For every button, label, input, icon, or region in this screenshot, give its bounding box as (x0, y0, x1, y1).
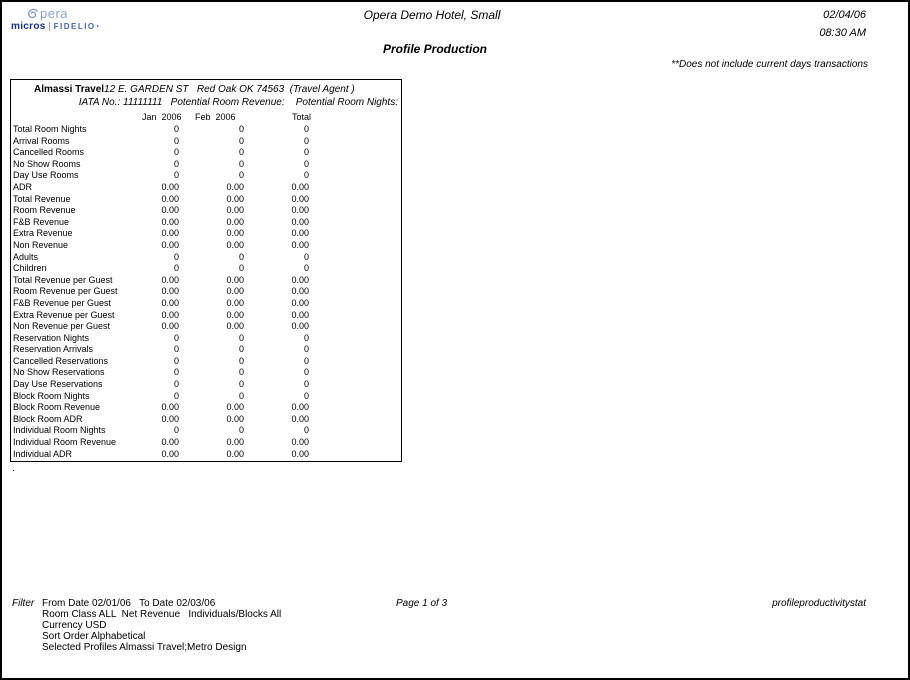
value-jan: 0.00 (161, 437, 179, 448)
profile-header-line (11, 80, 401, 96)
table-row (13, 310, 401, 322)
value-feb: 0 (238, 251, 244, 262)
opera-wordmark: pera (40, 6, 69, 21)
table-row (13, 321, 401, 333)
value-total: 0.00 (291, 205, 309, 216)
row-filler (309, 402, 401, 414)
table-row (13, 252, 401, 264)
filter-line-profiles: Selected Profiles Almassi Travel;Metro Design (42, 642, 247, 653)
value-feb: 0.00 (226, 309, 244, 320)
value-total: 0 (303, 263, 309, 274)
row-filler (309, 136, 401, 148)
value-feb: 0.00 (226, 402, 244, 413)
table-row (13, 391, 401, 403)
value-feb: 0 (238, 390, 244, 401)
report-time: 08:30 AM (819, 27, 866, 39)
value-total: 0 (303, 332, 309, 343)
value-jan: 0 (173, 332, 179, 343)
value-feb: 0 (238, 147, 244, 158)
filter-lines (42, 598, 281, 653)
table-row (13, 425, 401, 437)
column-header-jan: Jan 2006 (142, 112, 182, 122)
row-label: Extra Revenue per Guest (13, 309, 115, 320)
page-number: Page 1 of 3 (396, 598, 448, 609)
row-filler (309, 449, 401, 461)
value-jan: 0 (173, 390, 179, 401)
table-row (13, 228, 401, 240)
table-row (13, 402, 401, 414)
column-header-row (11, 110, 401, 124)
table-row (13, 147, 401, 159)
row-filler (309, 240, 401, 252)
row-filler (309, 217, 401, 229)
value-jan: 0.00 (161, 286, 179, 297)
row-filler (309, 321, 401, 333)
value-feb: 0 (238, 158, 244, 169)
table-row (13, 437, 401, 449)
value-jan: 0.00 (161, 402, 179, 413)
table-row (13, 298, 401, 310)
iata-line: IATA No.: 11111111 Potential Room Revenue: Potential Room Nights: (78, 97, 398, 108)
value-jan: 0.00 (161, 205, 179, 216)
row-filler (309, 367, 401, 379)
table-row (13, 356, 401, 368)
profile-name: Almassi Travel (34, 84, 105, 95)
value-feb: 0 (238, 379, 244, 390)
page-title: Profile Production (382, 42, 487, 56)
value-jan: 0 (173, 379, 179, 390)
row-label: Day Use Reservations (13, 379, 103, 390)
value-total: 0.00 (291, 181, 309, 192)
value-feb: 0.00 (226, 437, 244, 448)
row-label: F&B Revenue (13, 216, 70, 227)
row-label: Non Revenue (13, 239, 69, 250)
value-jan: 0.00 (161, 239, 179, 250)
value-feb: 0.00 (226, 413, 244, 424)
row-label: Block Room ADR (13, 413, 83, 424)
table-row (13, 170, 401, 182)
row-filler (309, 333, 401, 345)
table-row (13, 194, 401, 206)
row-label: Individual Room Revenue (13, 437, 117, 448)
row-label: F&B Revenue per Guest (13, 297, 112, 308)
value-feb: 0.00 (226, 181, 244, 192)
value-total: 0.00 (291, 274, 309, 285)
row-label: Room Revenue (13, 205, 76, 216)
row-filler (309, 159, 401, 171)
value-jan: 0 (173, 367, 179, 378)
row-filler (309, 205, 401, 217)
row-label: Reservation Nights (13, 332, 90, 343)
row-label: No Show Rooms (13, 158, 81, 169)
row-label: Room Revenue per Guest (13, 286, 118, 297)
value-total: 0.00 (291, 239, 309, 250)
table-row (13, 182, 401, 194)
report-date: 02/04/06 (823, 9, 866, 21)
fidelio-wordmark: FIDELIO • (54, 22, 101, 31)
row-filler (309, 425, 401, 437)
row-label: Cancelled Reservations (13, 355, 109, 366)
value-jan: 0 (173, 251, 179, 262)
row-label: Day Use Rooms (13, 170, 79, 181)
value-feb: 0.00 (226, 228, 244, 239)
row-label: Individual Room Nights (13, 425, 106, 436)
value-jan: 0.00 (161, 216, 179, 227)
value-feb: 0.00 (226, 216, 244, 227)
value-total: 0.00 (291, 309, 309, 320)
value-feb: 0.00 (226, 297, 244, 308)
value-jan: 0.00 (161, 309, 179, 320)
value-feb: 0 (238, 135, 244, 146)
filter-line-dates: From Date 02/01/06 To Date 02/03/06 (42, 598, 216, 609)
row-filler (309, 344, 401, 356)
value-total: 0.00 (291, 216, 309, 227)
row-filler (309, 437, 401, 449)
value-total: 0.00 (291, 228, 309, 239)
row-filler (309, 275, 401, 287)
row-label: No Show Reservations (13, 367, 105, 378)
value-total: 0 (303, 135, 309, 146)
table-row (13, 449, 401, 461)
value-total: 0.00 (291, 286, 309, 297)
filter-line-room: Room Class ALL Net Revenue Individuals/Blocks All (42, 609, 282, 620)
value-total: 0 (303, 355, 309, 366)
value-total: 0.00 (291, 448, 309, 459)
row-filler (309, 147, 401, 159)
value-feb: 0.00 (226, 239, 244, 250)
value-jan: 0 (173, 344, 179, 355)
table-row (13, 367, 401, 379)
stats-rows (11, 124, 401, 460)
row-filler (309, 391, 401, 403)
value-total: 0 (303, 344, 309, 355)
table-row (13, 379, 401, 391)
table-row (13, 240, 401, 252)
row-filler (309, 124, 401, 136)
value-jan: 0.00 (161, 193, 179, 204)
row-label: Total Revenue (13, 193, 71, 204)
value-total: 0 (303, 367, 309, 378)
row-filler (309, 170, 401, 182)
row-filler (309, 379, 401, 391)
value-jan: 0.00 (161, 181, 179, 192)
value-jan: 0.00 (161, 321, 179, 332)
row-label: Extra Revenue (13, 228, 73, 239)
value-total: 0 (303, 147, 309, 158)
table-row (13, 333, 401, 345)
column-header-feb: Feb 2006 (195, 112, 236, 122)
table-row (13, 136, 401, 148)
value-feb: 0 (238, 263, 244, 274)
value-total: 0.00 (291, 413, 309, 424)
row-label: ADR (13, 181, 33, 192)
value-feb: 0.00 (226, 205, 244, 216)
profile-address: 12 E. GARDEN ST Red Oak OK 74563 (Travel Agent ) (104, 84, 355, 95)
value-feb: 0.00 (226, 193, 244, 204)
value-feb: 0 (238, 344, 244, 355)
row-filler (309, 263, 401, 275)
logo-separator (49, 22, 50, 31)
value-total: 0 (303, 170, 309, 181)
value-total: 0 (303, 251, 309, 262)
stray-dot: . (12, 463, 15, 474)
row-label: Block Room Revenue (13, 402, 101, 413)
value-jan: 0.00 (161, 297, 179, 308)
value-total: 0.00 (291, 297, 309, 308)
row-filler (309, 414, 401, 426)
row-label: Non Revenue per Guest (13, 321, 111, 332)
table-row (13, 159, 401, 171)
hotel-title: Opera Demo Hotel, Small (363, 8, 501, 22)
value-feb: 0 (238, 355, 244, 366)
value-total: 0.00 (291, 437, 309, 448)
table-row (13, 217, 401, 229)
row-filler (309, 310, 401, 322)
value-feb: 0.00 (226, 448, 244, 459)
micros-wordmark: micros (11, 21, 46, 32)
value-jan: 0.00 (161, 228, 179, 239)
row-label: Total Revenue per Guest (13, 274, 113, 285)
value-total: 0.00 (291, 402, 309, 413)
row-label: Adults (13, 251, 39, 262)
value-jan: 0 (173, 147, 179, 158)
value-feb: 0.00 (226, 274, 244, 285)
table-row (13, 263, 401, 275)
table-row (13, 124, 401, 136)
table-row (13, 414, 401, 426)
value-feb: 0.00 (226, 321, 244, 332)
value-total: 0 (303, 390, 309, 401)
value-total: 0.00 (291, 193, 309, 204)
column-header-total: Total (292, 112, 312, 122)
row-filler (309, 356, 401, 368)
filter-label: Filter (12, 598, 35, 609)
value-jan: 0 (173, 135, 179, 146)
filter-line-currency: Currency USD (42, 620, 107, 631)
row-label: Reservation Arrivals (13, 344, 94, 355)
value-feb: 0 (238, 124, 244, 134)
table-row (13, 286, 401, 298)
row-label: Block Room Nights (13, 390, 90, 401)
row-filler (309, 228, 401, 240)
filter-line-sort: Sort Order Alphabetical (42, 631, 146, 642)
value-total: 0 (303, 124, 309, 134)
value-jan: 0.00 (161, 413, 179, 424)
row-label: Total Room Nights (13, 124, 87, 134)
row-filler (309, 194, 401, 206)
value-total: 0 (303, 425, 309, 436)
row-label: Individual ADR (13, 448, 73, 459)
row-filler (309, 182, 401, 194)
value-total: 0.00 (291, 321, 309, 332)
value-jan: 0 (173, 158, 179, 169)
value-feb: 0 (238, 332, 244, 343)
value-feb: 0 (238, 425, 244, 436)
row-label: Arrival Rooms (13, 135, 70, 146)
table-row (13, 344, 401, 356)
value-jan: 0 (173, 425, 179, 436)
value-jan: 0 (173, 355, 179, 366)
row-label: Cancelled Rooms (13, 147, 85, 158)
row-filler (309, 286, 401, 298)
value-total: 0 (303, 379, 309, 390)
profile-stats-box (10, 79, 402, 462)
value-jan: 0.00 (161, 274, 179, 285)
table-row (13, 205, 401, 217)
row-filler (309, 298, 401, 310)
value-feb: 0 (238, 170, 244, 181)
value-jan: 0.00 (161, 448, 179, 459)
value-jan: 0 (173, 263, 179, 274)
row-filler (309, 252, 401, 264)
value-jan: 0 (173, 170, 179, 181)
disclaimer-note: **Does not include current days transactions (671, 59, 868, 70)
value-feb: 0 (238, 367, 244, 378)
table-row (13, 275, 401, 287)
row-label: Children (13, 263, 47, 274)
value-jan: 0 (173, 124, 179, 134)
micros-fidelio-logo (11, 21, 100, 32)
value-total: 0 (303, 158, 309, 169)
report-id: profileproductivitystat (772, 598, 866, 609)
value-feb: 0.00 (226, 286, 244, 297)
